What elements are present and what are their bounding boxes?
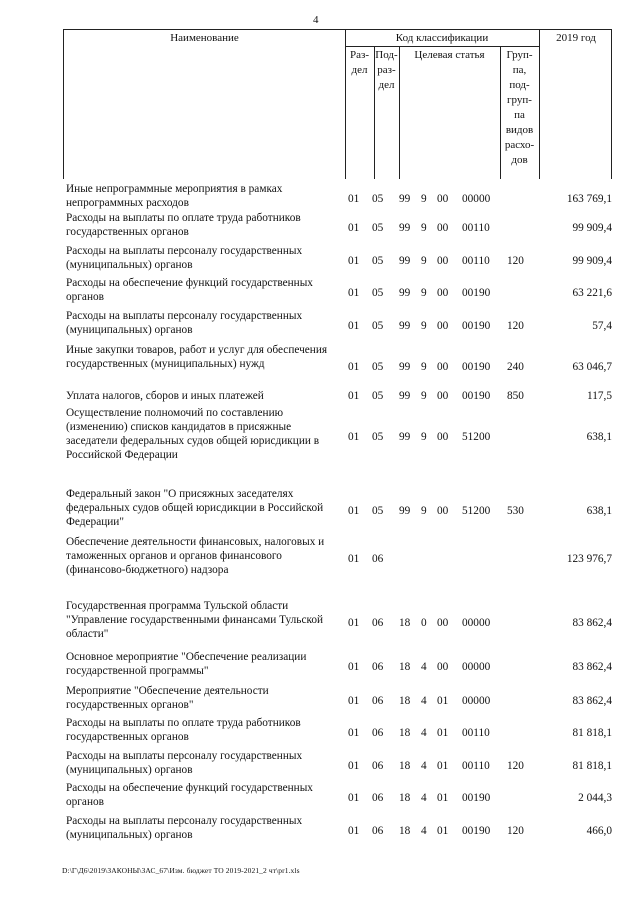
cell-target-program: 99	[399, 390, 411, 402]
cell-amount-2019: 63 221,6	[572, 287, 612, 299]
cell-target-main-event: 00	[437, 390, 449, 402]
cell-amount-2019: 117,5	[587, 390, 612, 402]
cell-target-program: 99	[399, 287, 411, 299]
cell-subsection: 06	[372, 760, 384, 772]
cell-target-subprogram: 9	[421, 320, 427, 332]
cell-amount-2019: 466,0	[586, 825, 612, 837]
cell-target-program: 18	[399, 617, 411, 629]
cell-section: 01	[348, 505, 360, 517]
cell-name: Основное мероприятие "Обеспечение реализации государственной программы"	[66, 651, 307, 677]
cell-subsection: 05	[372, 361, 384, 373]
cell-name: Расходы на обеспечение функций государственных органов	[66, 277, 313, 303]
cell-target-subprogram: 4	[421, 661, 427, 673]
cell-amount-2019: 123 976,7	[566, 553, 612, 565]
cell-amount-2019: 63 046,7	[572, 361, 612, 373]
cell-name: Расходы на выплаты по оплате труда работников государственных органов	[66, 212, 301, 238]
cell-section: 01	[348, 255, 360, 267]
cell-subsection: 05	[372, 255, 384, 267]
cell-target-main-event: 00	[437, 255, 449, 267]
cell-amount-2019: 638,1	[586, 431, 612, 443]
header-subsection: Под- раз- дел	[375, 49, 398, 91]
cell-target-direction: 00190	[462, 287, 491, 299]
cell-amount-2019: 83 862,4	[572, 695, 612, 707]
cell-target-subprogram: 9	[421, 505, 427, 517]
cell-name: Федеральный закон "О присяжных заседателях федеральных судов общей юрисдикции в Российской Федерации"	[66, 488, 324, 528]
cell-name: Расходы на выплаты по оплате труда работников государственных органов	[66, 717, 301, 743]
cell-target-direction: 51200	[462, 431, 491, 443]
cell-amount-2019: 638,1	[586, 505, 612, 517]
cell-amount-2019: 81 818,1	[572, 727, 612, 739]
cell-section: 01	[348, 695, 360, 707]
cell-target-main-event: 01	[437, 792, 449, 804]
cell-subsection: 06	[372, 792, 384, 804]
cell-subsection: 06	[372, 617, 384, 629]
cell-name: Мероприятие "Обеспечение деятельности государственных органов"	[66, 685, 269, 711]
cell-target-subprogram: 9	[421, 193, 427, 205]
cell-target-direction: 00110	[462, 222, 490, 234]
cell-target-main-event: 01	[437, 727, 449, 739]
header-expense-group: Груп- па, под- груп- па видов расхо- дов	[504, 49, 535, 166]
cell-subsection: 06	[372, 825, 384, 837]
cell-section: 01	[348, 792, 360, 804]
cell-target-program: 99	[399, 193, 411, 205]
cell-target-main-event: 00	[437, 222, 449, 234]
cell-target-direction: 00000	[462, 661, 491, 673]
cell-subsection: 05	[372, 505, 384, 517]
cell-target-direction: 00110	[462, 760, 490, 772]
cell-target-direction: 00190	[462, 825, 491, 837]
cell-target-main-event: 00	[437, 505, 449, 517]
cell-target-program: 99	[399, 222, 411, 234]
cell-target-main-event: 00	[437, 193, 449, 205]
cell-target-main-event: 00	[437, 431, 449, 443]
cell-subsection: 05	[372, 431, 384, 443]
cell-expense-type: 120	[507, 320, 524, 332]
cell-name: Осуществление полномочий по составлению (изменению) списков кандидатов в присяжные заседатели федеральных судов общей юрисдикции в Российской Федерации	[66, 407, 320, 461]
cell-target-program: 18	[399, 727, 411, 739]
cell-target-subprogram: 9	[421, 255, 427, 267]
file-path-footer: D:\Г\Д6\2019\ЗАКОНЫ\ЗАС_67\Изм. бюджет ТО 2019-2021_2 чт\pr1.xls	[62, 866, 300, 875]
cell-target-main-event: 00	[437, 617, 449, 629]
cell-target-subprogram: 9	[421, 222, 427, 234]
cell-name: Уплата налогов, сборов и иных платежей	[66, 390, 264, 402]
header-year: 2019 год	[556, 32, 596, 44]
cell-section: 01	[348, 222, 360, 234]
cell-subsection: 06	[372, 661, 384, 673]
cell-target-direction: 00190	[462, 320, 491, 332]
cell-subsection: 06	[372, 553, 384, 565]
cell-name: Иные непрограммные мероприятия в рамках непрограммных расходов	[66, 183, 283, 209]
cell-target-main-event: 00	[437, 661, 449, 673]
cell-amount-2019: 81 818,1	[572, 760, 612, 772]
cell-section: 01	[348, 617, 360, 629]
cell-subsection: 05	[372, 193, 384, 205]
cell-target-main-event: 01	[437, 760, 449, 772]
cell-target-direction: 00000	[462, 695, 491, 707]
header-classification: Код классификации	[395, 32, 489, 44]
cell-expense-type: 530	[507, 505, 524, 517]
cell-amount-2019: 57,4	[592, 320, 612, 332]
header-divider	[539, 30, 540, 179]
header-section: Раз- дел	[349, 49, 369, 76]
cell-expense-type: 120	[507, 825, 524, 837]
cell-target-subprogram: 4	[421, 792, 427, 804]
cell-subsection: 05	[372, 222, 384, 234]
cell-section: 01	[348, 727, 360, 739]
cell-section: 01	[348, 760, 360, 772]
cell-subsection: 05	[372, 287, 384, 299]
cell-target-main-event: 01	[437, 695, 449, 707]
cell-amount-2019: 2 044,3	[578, 792, 612, 804]
cell-section: 01	[348, 553, 360, 565]
cell-target-main-event: 00	[437, 361, 449, 373]
cell-section: 01	[348, 431, 360, 443]
cell-expense-type: 240	[507, 361, 524, 373]
cell-target-program: 18	[399, 661, 411, 673]
cell-target-program: 18	[399, 760, 411, 772]
cell-target-direction: 00190	[462, 792, 491, 804]
cell-target-subprogram: 9	[421, 287, 427, 299]
cell-target-subprogram: 9	[421, 431, 427, 443]
page-number: 4	[313, 14, 319, 26]
header-name: Наименование	[170, 32, 239, 44]
cell-target-main-event: 00	[437, 287, 449, 299]
cell-name: Расходы на выплаты персоналу государственных (муниципальных) органов	[66, 310, 303, 336]
cell-name: Обеспечение деятельности финансовых, налоговых и таможенных органов и органов финансового (финансово-бюджетного) надзора	[66, 536, 325, 576]
cell-subsection: 06	[372, 727, 384, 739]
cell-target-program: 99	[399, 505, 411, 517]
cell-target-program: 18	[399, 695, 411, 707]
cell-subsection: 06	[372, 695, 384, 707]
cell-section: 01	[348, 320, 360, 332]
cell-target-subprogram: 4	[421, 760, 427, 772]
cell-name: Расходы на обеспечение функций государственных органов	[66, 782, 313, 808]
cell-target-program: 99	[399, 255, 411, 267]
cell-section: 01	[348, 390, 360, 402]
cell-name: Расходы на выплаты персоналу государственных (муниципальных) органов	[66, 815, 303, 841]
cell-section: 01	[348, 193, 360, 205]
cell-section: 01	[348, 661, 360, 673]
cell-target-main-event: 01	[437, 825, 449, 837]
cell-amount-2019: 83 862,4	[572, 617, 612, 629]
cell-name: Расходы на выплаты персоналу государственных (муниципальных) органов	[66, 750, 303, 776]
cell-target-subprogram: 9	[421, 361, 427, 373]
cell-amount-2019: 99 909,4	[572, 255, 612, 267]
cell-target-direction: 00110	[462, 727, 490, 739]
cell-target-direction: 00190	[462, 361, 491, 373]
cell-target-program: 99	[399, 431, 411, 443]
cell-name: Государственная программа Тульской области "Управление государственными финансами Тульской области"	[66, 600, 324, 640]
cell-expense-type: 850	[507, 390, 524, 402]
cell-target-subprogram: 4	[421, 825, 427, 837]
cell-section: 01	[348, 287, 360, 299]
cell-amount-2019: 99 909,4	[572, 222, 612, 234]
cell-target-subprogram: 0	[421, 617, 427, 629]
cell-expense-type: 120	[507, 255, 524, 267]
cell-target-subprogram: 4	[421, 727, 427, 739]
cell-section: 01	[348, 825, 360, 837]
cell-target-direction: 51200	[462, 505, 491, 517]
table-header	[63, 29, 612, 179]
header-target-article: Целевая статья	[414, 49, 485, 61]
cell-target-program: 18	[399, 792, 411, 804]
cell-subsection: 05	[372, 320, 384, 332]
cell-expense-type: 120	[507, 760, 524, 772]
cell-target-program: 18	[399, 825, 411, 837]
cell-section: 01	[348, 361, 360, 373]
cell-target-direction: 00190	[462, 390, 491, 402]
cell-target-main-event: 00	[437, 320, 449, 332]
header-divider	[345, 46, 539, 47]
cell-name: Иные закупки товаров, работ и услуг для обеспечения государственных (муниципальных) нужд	[66, 344, 328, 370]
header-divider	[399, 46, 400, 179]
cell-target-program: 99	[399, 320, 411, 332]
cell-target-subprogram: 4	[421, 695, 427, 707]
cell-target-subprogram: 9	[421, 390, 427, 402]
cell-target-direction: 00000	[462, 193, 491, 205]
cell-amount-2019: 163 769,1	[566, 193, 612, 205]
cell-amount-2019: 83 862,4	[572, 661, 612, 673]
cell-target-direction: 00000	[462, 617, 491, 629]
cell-subsection: 05	[372, 390, 384, 402]
cell-target-direction: 00110	[462, 255, 490, 267]
cell-name: Расходы на выплаты персоналу государственных (муниципальных) органов	[66, 245, 303, 271]
cell-target-program: 99	[399, 361, 411, 373]
